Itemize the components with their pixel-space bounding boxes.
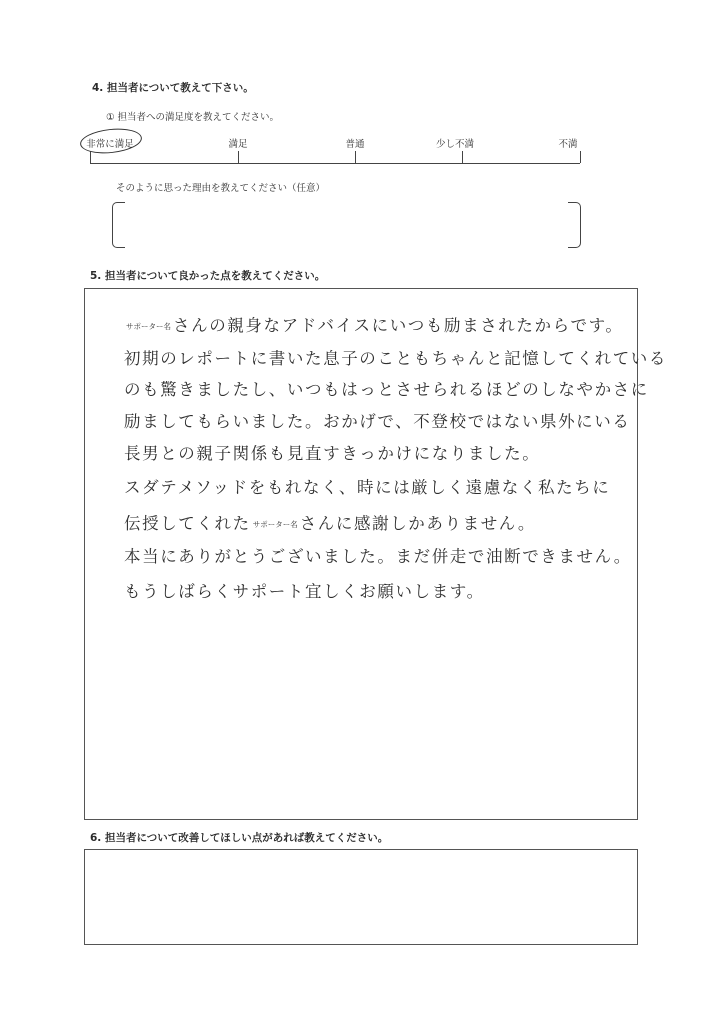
- handwritten-line-9: もうしばらくサポート宜しくお願いします。: [124, 582, 485, 601]
- handwritten-line-2: 初期のレポートに書いた息子のこともちゃんと記憶してくれている: [124, 349, 667, 368]
- scale-tick: [238, 151, 239, 163]
- scale-option-dissatisfied[interactable]: 不満: [558, 139, 578, 150]
- section5-title: 5. 担当者について良かった点を教えてください。: [90, 270, 326, 282]
- scale-line: [90, 163, 580, 164]
- scale-tick: [355, 151, 356, 163]
- satisfaction-question: ① 担当者への満足度を教えてください。: [106, 112, 280, 123]
- supporter-name-tag: サポーター名: [252, 520, 298, 529]
- reason-label: そのように思った理由を教えてください（任意）: [116, 183, 326, 194]
- handwritten-line-1: サポーター名 さんの親身なアドバイスにいつも励まされたからです。: [126, 316, 624, 335]
- scale-tick: [462, 151, 463, 163]
- reason-bracket-right: [568, 202, 581, 248]
- handwritten-line-7: 伝授してくれた サポーター名 さんに感謝しかありません。: [124, 514, 536, 533]
- handwritten-line-3: のも驚きましたし、いつもはっとさせられるほどのしなやかさに: [124, 380, 649, 399]
- reason-bracket-left: [112, 202, 125, 248]
- scale-option-very-satisfied[interactable]: 非常に満足: [86, 139, 134, 150]
- scale-option-neutral[interactable]: 普通: [345, 139, 365, 150]
- handwritten-line-8: 本当にありがとうございました。まだ併走で油断できません。: [124, 547, 632, 566]
- handwritten-line-5: 長男との親子関係も見直すきっかけになりました。: [124, 444, 541, 463]
- supporter-name-tag: サポーター名: [126, 322, 171, 331]
- scale-tick: [90, 151, 91, 163]
- scale-option-slightly-dissatisfied[interactable]: 少し不満: [435, 139, 475, 150]
- selection-circle-mark: [79, 126, 143, 156]
- scale-tick: [580, 151, 581, 163]
- section4-title: 4. 担当者について教えて下さい。: [92, 82, 254, 94]
- scale-option-satisfied[interactable]: 満足: [228, 139, 248, 150]
- handwritten-line-4: 励ましてもらいました。おかげで、不登校ではない県外にいる: [124, 412, 631, 431]
- handwritten-line-6: スダテメソッドをもれなく、時には厳しく遠慮なく私たちに: [124, 478, 611, 497]
- section6-title: 6. 担当者について改善してほしい点があれば教えてください。: [90, 832, 389, 844]
- improvement-answer-box[interactable]: [84, 849, 638, 945]
